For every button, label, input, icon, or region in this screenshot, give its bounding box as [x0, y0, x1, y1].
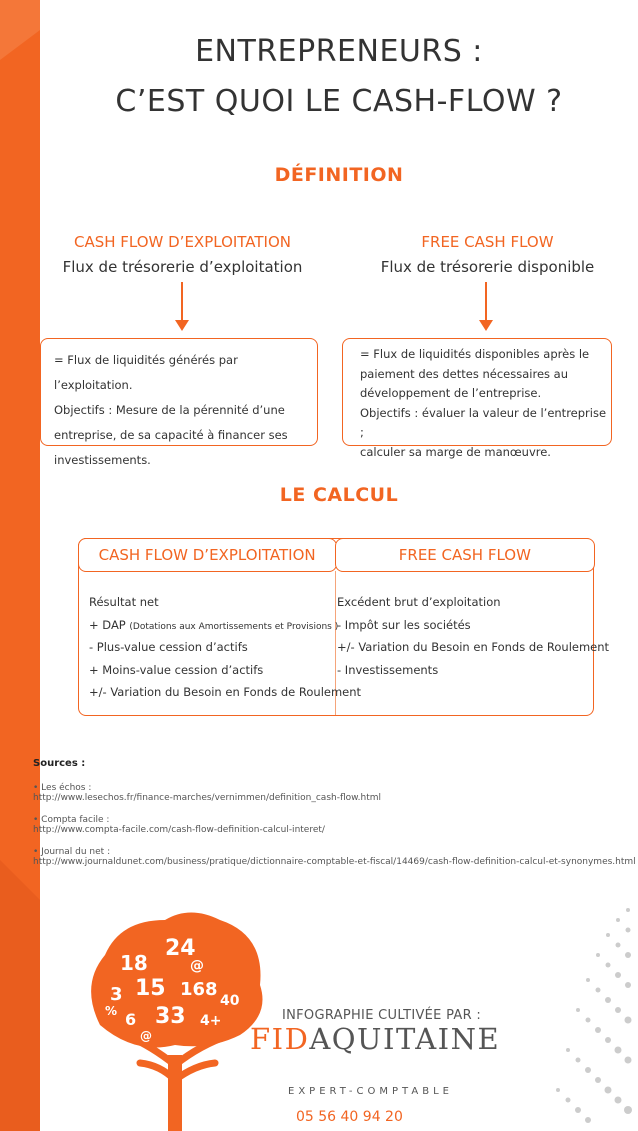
page-title-line1: ENTREPRENEURS : [195, 34, 483, 69]
svg-text:40: 40 [220, 993, 240, 1009]
definition-left-line: entreprise, de sa capacité à financer ses [54, 428, 288, 442]
calcul-section-title: LE CALCUL [279, 484, 399, 506]
calcul-right-row: - Investissements [337, 662, 439, 677]
calcul-right-row: Excédent brut d’exploitation [337, 595, 501, 609]
source-link[interactable]: http://www.journaldunet.com/business/pratique/dictionnaire-comptable-et-fiscal/14469/cash-flow-definition-calcul-et-synonymes.html [33, 857, 636, 867]
svg-text:3: 3 [110, 984, 123, 1005]
definition-section-title: DÉFINITION [274, 164, 404, 186]
definition-left-line: Objectifs : Mesure de la pérennité d’une [54, 403, 285, 417]
sources-block [33, 758, 636, 867]
calcul-left-header: CASH FLOW D’EXPLOITATION [78, 538, 337, 572]
credit-text: INFOGRAPHIE CULTIVÉE PAR : [282, 1008, 482, 1023]
decorative-dots [498, 900, 638, 1131]
source-link[interactable]: http://www.lesechos.fr/finance-marches/vernimmen/definition_cash-flow.html [33, 793, 382, 803]
calcul-right-row: +/- Variation du Besoin en Fonds de Roulement [337, 640, 610, 654]
calcul-left-column [89, 591, 361, 704]
calcul-right-row: - Impôt sur les sociétés [337, 617, 471, 632]
calcul-left-row: Résultat net [89, 595, 159, 609]
dap-label: + DAP [89, 617, 130, 632]
page-title-line2: C’EST QUOI LE CASH-FLOW ? [115, 84, 563, 119]
brand-name-part1: FID [250, 1022, 310, 1056]
brand-tagline: EXPERT-COMPTABLE [288, 1086, 453, 1097]
phone-number[interactable]: 05 56 40 94 20 [296, 1109, 403, 1125]
tree-logo-icon [80, 905, 270, 1131]
definition-left-line: = Flux de liquidités générés par l’exploitation. [54, 353, 238, 392]
svg-text:%: % [105, 1004, 118, 1018]
calcul-left-row [89, 614, 361, 637]
source-name: • Journal du net : [33, 847, 111, 857]
sources-title: Sources : [33, 758, 86, 769]
dap-detail: (Dotations aux Amortissements et Provisions ) [129, 621, 339, 632]
source-name: • Les échos : [33, 783, 92, 793]
definition-right-line: développement de l’entreprise. [360, 386, 542, 400]
svg-text:@: @ [140, 1029, 152, 1043]
definition-right-box [342, 338, 612, 459]
calcul-right-column [337, 591, 609, 681]
definition-right-line: paiement des dettes nécessaires au [360, 366, 569, 381]
svg-text:24: 24 [165, 936, 196, 961]
calcul-right-header: FREE CASH FLOW [335, 538, 594, 572]
definition-left-heading: CASH FLOW D’EXPLOITATION [73, 233, 292, 251]
left-decorative-band [0, 0, 40, 1131]
svg-text:4+: 4+ [200, 1013, 222, 1029]
svg-text:6: 6 [125, 1010, 137, 1029]
svg-text:18: 18 [120, 951, 148, 975]
definition-right-line: = Flux de liquidités disponibles après le [360, 347, 590, 361]
calcul-table [78, 538, 610, 716]
brand-name-part2: AQUITAINE [309, 1022, 501, 1056]
svg-text:@: @ [190, 958, 204, 974]
definition-right-line: Objectifs : évaluer la valeur de l’entreprise ; [360, 405, 607, 439]
calcul-table-header [78, 538, 595, 572]
down-arrow-icon [478, 282, 494, 332]
source-name: • Compta facile : [33, 815, 110, 825]
definition-left-subheading: Flux de trésorerie d’exploitation [62, 258, 303, 276]
definition-left-line: investissements. [54, 453, 151, 467]
definition-right-line: calculer sa marge de manœuvre. [360, 444, 551, 459]
definition-left-box [40, 338, 318, 467]
brand-name [250, 1022, 500, 1056]
calcul-left-row: + Moins-value cession d’actifs [89, 662, 264, 677]
svg-text:15: 15 [135, 976, 166, 1001]
svg-text:33: 33 [155, 1004, 186, 1029]
down-arrow-icon [174, 282, 190, 332]
svg-text:168: 168 [180, 979, 218, 1000]
calcul-left-row: +/- Variation du Besoin en Fonds de Roulement [89, 685, 362, 699]
definition-right-heading: FREE CASH FLOW [421, 233, 554, 251]
source-link[interactable]: http://www.compta-facile.com/cash-flow-definition-calcul-interet/ [33, 825, 325, 835]
calcul-left-row: - Plus-value cession d’actifs [89, 640, 248, 654]
definition-right-subheading: Flux de trésorerie disponible [380, 258, 595, 276]
